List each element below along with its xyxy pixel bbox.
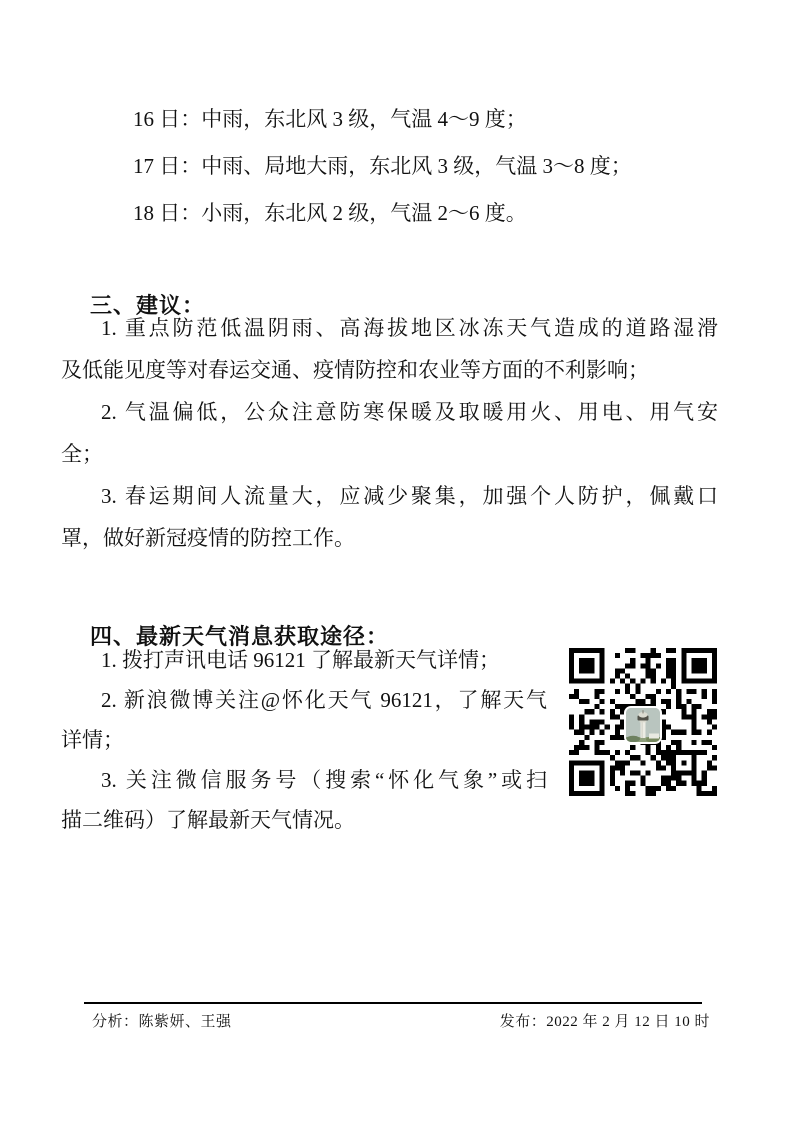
footer-analyst: 分析：陈紫妍、王强 (92, 1014, 232, 1030)
channel-line: 详情； (61, 728, 124, 752)
section-three-heading: 三、建议： (90, 293, 206, 319)
forecast-section (61, 96, 721, 237)
channels-section (61, 640, 547, 840)
channel-line: 3. 关注微信服务号（搜索“怀化气象”或扫 (101, 768, 547, 792)
channel-line: 描二维码）了解最新天气情况。 (61, 808, 355, 832)
footer (92, 1010, 710, 1034)
channel-line: 1. 拨打声讯电话 96121 了解最新天气详情； (101, 648, 500, 672)
advice-line: 2. 气温偏低，公众注意防寒保暖及取暖用火、用电、用气安 (101, 400, 718, 424)
radar-tower-icon (624, 706, 662, 744)
forecast-line: 17 日：中雨、局地大雨，东北风 3 级，气温 3～8 度； (133, 154, 632, 178)
footer-divider (84, 1002, 702, 1004)
advice-section (61, 307, 718, 559)
forecast-line: 16 日：中雨，东北风 3 级，气温 4～9 度； (133, 107, 527, 131)
advice-line: 全； (61, 442, 103, 466)
advice-line: 罩，做好新冠疫情的防控工作。 (61, 526, 355, 550)
advice-line: 3. 春运期间人流量大，应减少聚集，加强个人防护，佩戴口 (101, 484, 718, 508)
qr-code (569, 648, 717, 796)
forecast-line: 18 日：小雨，东北风 2 级，气温 2～6 度。 (133, 201, 527, 225)
channel-line: 2. 新浪微博关注@怀化天气 96121，了解天气 (101, 688, 547, 712)
footer-publish-time: 发布：2022 年 2 月 12 日 10 时 (499, 1014, 710, 1030)
advice-line: 及低能见度等对春运交通、疫情防控和农业等方面的不利影响； (61, 358, 649, 382)
advice-line: 1. 重点防范低温阴雨、高海拔地区冰冻天气造成的道路湿滑 (101, 316, 718, 340)
section-four-heading: 四、最新天气消息获取途径： (90, 624, 390, 650)
